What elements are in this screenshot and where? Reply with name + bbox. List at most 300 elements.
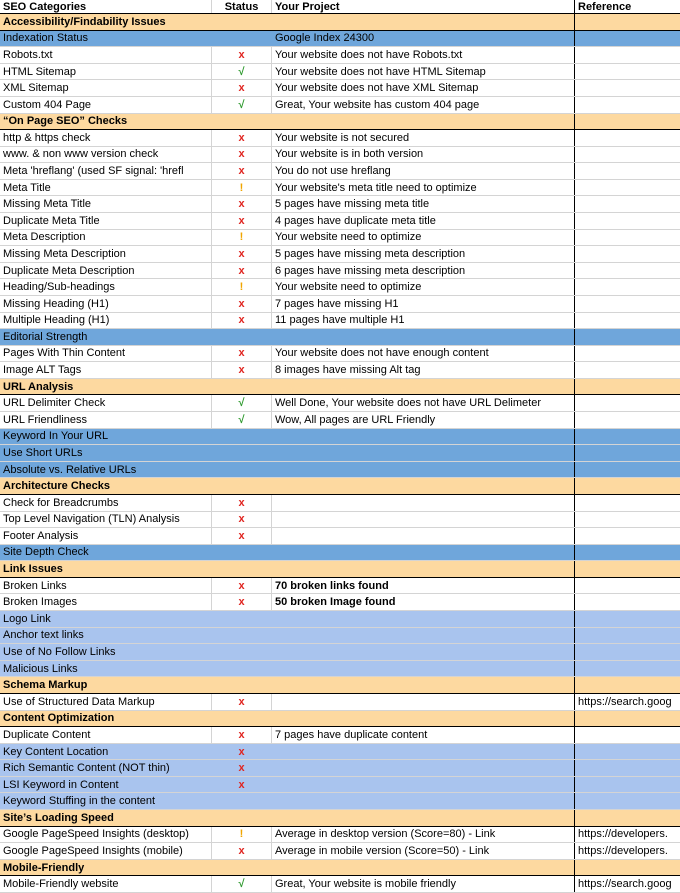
project-cell[interactable] [272, 429, 575, 445]
status-cell[interactable] [212, 594, 272, 610]
project-cell[interactable]: Your website does not have Robots.txt [272, 47, 575, 63]
project-cell[interactable]: Your website does not have XML Sitemap [272, 80, 575, 96]
project-cell[interactable] [272, 744, 575, 760]
category-cell[interactable]: Rich Semantic Content (NOT thin) [3, 762, 170, 775]
category-cell[interactable]: Meta Description [0, 230, 212, 246]
reference-cell[interactable] [575, 346, 680, 362]
category-cell[interactable]: Broken Images [0, 594, 212, 610]
category-cell[interactable]: Missing Heading (H1) [0, 296, 212, 312]
table-row [0, 512, 680, 529]
fail-mark-icon: x [238, 778, 245, 791]
reference-cell[interactable] [575, 263, 680, 279]
status-cell[interactable] [212, 346, 272, 362]
status-cell[interactable] [212, 279, 272, 295]
category-cell[interactable]: Top Level Navigation (TLN) Analysis [0, 512, 212, 528]
category-cell[interactable]: Missing Meta Title [0, 196, 212, 212]
project-cell[interactable] [272, 462, 575, 478]
project-cell[interactable] [272, 711, 575, 727]
project-cell[interactable]: Wow, All pages are URL Friendly [272, 412, 575, 428]
category-cell[interactable]: Mobile-Friendly [3, 861, 85, 874]
category-cell[interactable]: Image ALT Tags [0, 362, 212, 378]
category-cell[interactable]: Keyword In Your URL [3, 430, 109, 443]
status-cell[interactable] [212, 611, 272, 627]
section-header-row [0, 561, 680, 578]
status-cell[interactable] [212, 31, 272, 47]
table-row [0, 362, 680, 379]
category-cell[interactable]: Use Short URLs [3, 446, 83, 459]
category-cell[interactable]: Key Content Location [3, 745, 109, 758]
header-your-project[interactable]: Your Project [272, 0, 575, 13]
fail-mark-icon: x [238, 314, 245, 327]
table-row [0, 97, 680, 114]
project-cell[interactable] [272, 545, 575, 561]
category-cell[interactable]: Indexation Status [3, 32, 89, 45]
status-cell[interactable] [212, 711, 272, 727]
project-cell[interactable] [272, 661, 575, 677]
status-cell[interactable] [212, 379, 272, 395]
fail-mark-icon: x [238, 513, 245, 526]
reference-cell[interactable] [575, 429, 680, 445]
status-cell[interactable] [212, 860, 272, 876]
reference-cell[interactable] [575, 677, 680, 693]
status-cell[interactable] [212, 147, 272, 163]
pass-check-icon: √ [238, 98, 245, 111]
table-row [0, 346, 680, 363]
project-cell[interactable] [272, 677, 575, 693]
status-cell[interactable] [212, 196, 272, 212]
status-cell[interactable] [212, 744, 272, 760]
status-cell[interactable] [212, 810, 272, 826]
reference-cell[interactable] [575, 362, 680, 378]
status-cell[interactable] [212, 545, 272, 561]
reference-cell[interactable] [575, 478, 680, 494]
reference-cell[interactable] [575, 379, 680, 395]
status-cell[interactable] [212, 827, 272, 843]
project-cell[interactable]: 7 pages have duplicate content [272, 727, 575, 743]
table-row [0, 263, 680, 280]
reference-cell[interactable] [575, 213, 680, 229]
reference-cell[interactable] [575, 611, 680, 627]
status-cell[interactable] [212, 578, 272, 594]
project-cell[interactable] [272, 445, 575, 461]
table-row [0, 31, 680, 48]
status-cell[interactable] [212, 760, 272, 776]
section-header-row [0, 711, 680, 728]
reference-cell[interactable] [575, 130, 680, 146]
table-row [0, 230, 680, 247]
project-cell[interactable] [272, 793, 575, 809]
project-cell[interactable]: You do not use hreflang [272, 163, 575, 179]
category-cell[interactable]: Architecture Checks [3, 480, 110, 493]
category-cell[interactable]: Content Optimization [3, 712, 115, 725]
project-cell[interactable]: Well Done, Your website does not have URL Delimeter [272, 395, 575, 411]
status-cell[interactable] [212, 876, 272, 892]
table-row [0, 578, 680, 595]
category-cell[interactable]: HTML Sitemap [0, 64, 212, 80]
category-cell[interactable]: Keyword Stuffing in the content [3, 795, 156, 808]
reference-cell[interactable] [575, 644, 680, 660]
header-status[interactable]: Status [212, 0, 272, 13]
table-row [0, 611, 680, 628]
status-cell[interactable] [212, 495, 272, 511]
category-cell[interactable]: Check for Breadcrumbs [0, 495, 212, 511]
reference-cell[interactable] [575, 230, 680, 246]
fail-mark-icon: x [238, 745, 245, 758]
table-row [0, 644, 680, 661]
table-row [0, 279, 680, 296]
project-cell[interactable] [272, 860, 575, 876]
status-cell[interactable] [212, 395, 272, 411]
project-cell[interactable] [272, 611, 575, 627]
table-row [0, 876, 680, 893]
status-cell[interactable] [212, 130, 272, 146]
fail-mark-icon: x [238, 728, 245, 741]
status-cell[interactable] [212, 362, 272, 378]
header-row [0, 0, 680, 14]
category-cell[interactable]: URL Analysis [3, 380, 74, 393]
category-cell[interactable]: Robots.txt [0, 47, 212, 63]
status-cell[interactable] [212, 412, 272, 428]
section-header-row [0, 810, 680, 827]
header-seo-categories[interactable]: SEO Categories [0, 0, 212, 13]
project-cell[interactable]: 5 pages have missing meta title [272, 196, 575, 212]
status-cell[interactable] [212, 793, 272, 809]
status-cell[interactable] [212, 64, 272, 80]
category-cell[interactable]: Mobile-Friendly website [0, 876, 212, 892]
reference-cell[interactable] [575, 860, 680, 876]
reference-cell[interactable] [575, 80, 680, 96]
project-cell[interactable] [272, 644, 575, 660]
table-row [0, 777, 680, 794]
fail-mark-icon: x [238, 297, 245, 310]
reference-cell[interactable] [575, 545, 680, 561]
reference-cell[interactable] [575, 661, 680, 677]
reference-cell[interactable] [575, 561, 680, 577]
reference-cell[interactable] [575, 528, 680, 544]
category-cell[interactable]: Link Issues [3, 563, 63, 576]
fail-mark-icon: x [238, 264, 245, 277]
project-cell[interactable]: Great, Your website is mobile friendly [272, 876, 575, 892]
reference-cell[interactable] [575, 296, 680, 312]
status-cell[interactable] [212, 644, 272, 660]
table-row [0, 147, 680, 164]
reference-cell[interactable] [575, 462, 680, 478]
fail-mark-icon: x [238, 695, 245, 708]
category-cell[interactable]: Use of Structured Data Markup [0, 694, 212, 710]
status-cell[interactable] [212, 47, 272, 63]
status-cell[interactable] [212, 677, 272, 693]
reference-cell[interactable] [575, 445, 680, 461]
status-cell[interactable] [212, 445, 272, 461]
project-cell[interactable]: Your website is in both version [272, 147, 575, 163]
status-cell[interactable] [212, 163, 272, 179]
table-row [0, 445, 680, 462]
project-cell[interactable]: Your website does not have HTML Sitemap [272, 64, 575, 80]
reference-cell[interactable]: https://search.goog [578, 878, 672, 891]
reference-cell[interactable] [575, 97, 680, 113]
table-row [0, 462, 680, 479]
warning-icon: ! [239, 181, 244, 194]
category-cell[interactable]: XML Sitemap [0, 80, 212, 96]
pass-check-icon: √ [238, 397, 245, 410]
reference-cell[interactable] [575, 147, 680, 163]
section-header-row [0, 379, 680, 396]
project-cell[interactable]: Your website need to optimize [272, 230, 575, 246]
project-cell[interactable]: Great, Your website has custom 404 page [272, 97, 575, 113]
status-cell[interactable] [212, 561, 272, 577]
project-cell[interactable] [272, 810, 575, 826]
reference-cell[interactable]: https://developers. [578, 828, 668, 841]
category-cell[interactable]: Schema Markup [3, 679, 88, 692]
reference-cell[interactable] [575, 180, 680, 196]
project-cell[interactable] [272, 760, 575, 776]
status-cell[interactable] [212, 777, 272, 793]
project-cell[interactable] [272, 777, 575, 793]
table-row [0, 395, 680, 412]
status-cell[interactable] [212, 512, 272, 528]
status-cell[interactable] [212, 313, 272, 329]
pass-check-icon: √ [238, 878, 245, 891]
section-header-row [0, 478, 680, 495]
fail-mark-icon: x [238, 529, 245, 542]
status-cell[interactable] [212, 478, 272, 494]
fail-mark-icon: x [238, 845, 245, 858]
table-row [0, 163, 680, 180]
project-cell[interactable]: Your website does not have enough content [272, 346, 575, 362]
category-cell[interactable]: Absolute vs. Relative URLs [3, 463, 137, 476]
category-cell[interactable]: Use of No Follow Links [3, 646, 116, 658]
table-row [0, 744, 680, 761]
fail-mark-icon: x [238, 198, 245, 211]
project-cell[interactable]: 70 broken links found [272, 578, 575, 594]
reference-cell[interactable] [575, 64, 680, 80]
reference-cell[interactable] [575, 744, 680, 760]
table-row [0, 495, 680, 512]
category-cell[interactable]: Site’s Loading Speed [3, 811, 114, 824]
fail-mark-icon: x [238, 496, 245, 509]
reference-cell[interactable] [575, 793, 680, 809]
table-row [0, 694, 680, 711]
status-cell[interactable] [212, 628, 272, 644]
status-cell[interactable] [212, 80, 272, 96]
reference-cell[interactable] [575, 163, 680, 179]
header-reference[interactable]: Reference [578, 0, 632, 13]
project-cell[interactable]: 7 pages have missing H1 [272, 296, 575, 312]
project-cell[interactable] [272, 478, 575, 494]
project-cell[interactable]: 11 pages have multiple H1 [272, 313, 575, 329]
status-cell[interactable] [212, 114, 272, 130]
project-cell[interactable] [272, 14, 575, 30]
project-cell[interactable] [272, 114, 575, 130]
reference-cell[interactable] [575, 114, 680, 130]
category-cell[interactable]: Multiple Heading (H1) [0, 313, 212, 329]
reference-cell[interactable] [575, 810, 680, 826]
warning-icon: ! [239, 231, 244, 244]
category-cell[interactable]: Heading/Sub-headings [0, 279, 212, 295]
reference-cell[interactable] [575, 594, 680, 610]
category-cell[interactable]: Pages With Thin Content [0, 346, 212, 362]
status-cell[interactable] [212, 843, 272, 859]
project-cell[interactable] [272, 495, 575, 511]
status-cell[interactable] [212, 429, 272, 445]
status-cell[interactable] [212, 246, 272, 262]
status-cell[interactable] [212, 213, 272, 229]
fail-mark-icon: x [238, 596, 245, 609]
status-cell[interactable] [212, 727, 272, 743]
category-cell[interactable]: www. & non www version check [0, 147, 212, 163]
category-cell[interactable]: Accessibility/Findability Issues [3, 15, 166, 28]
table-row [0, 80, 680, 97]
reference-cell[interactable]: https://search.goog [578, 695, 672, 708]
table-row [0, 528, 680, 545]
category-cell[interactable]: Meta 'hreflang' (used SF signal: 'hrefl [0, 163, 212, 179]
table-row [0, 727, 680, 744]
category-cell[interactable]: Broken Links [0, 578, 212, 594]
table-row [0, 47, 680, 64]
table-row [0, 661, 680, 678]
project-cell[interactable]: Your website need to optimize [272, 279, 575, 295]
category-cell[interactable]: “On Page SEO” Checks [3, 115, 128, 128]
project-cell[interactable] [272, 628, 575, 644]
category-cell[interactable]: URL Friendliness [0, 412, 212, 428]
status-cell[interactable] [212, 462, 272, 478]
reference-cell[interactable] [575, 196, 680, 212]
fail-mark-icon: x [238, 131, 245, 144]
reference-cell[interactable] [575, 495, 680, 511]
table-row [0, 628, 680, 645]
fail-mark-icon: x [238, 214, 245, 227]
pass-check-icon: √ [238, 65, 245, 78]
project-cell[interactable]: Your website's meta title need to optimize [272, 180, 575, 196]
section-header-row [0, 14, 680, 31]
project-cell[interactable] [272, 561, 575, 577]
status-cell[interactable] [212, 230, 272, 246]
table-row [0, 429, 680, 446]
reference-cell[interactable] [575, 777, 680, 793]
category-cell[interactable]: Google PageSpeed Insights (desktop) [0, 827, 212, 843]
table-row [0, 412, 680, 429]
status-cell[interactable] [212, 97, 272, 113]
category-cell[interactable]: LSI Keyword in Content [3, 778, 119, 791]
section-header-row [0, 677, 680, 694]
fail-mark-icon: x [238, 48, 245, 61]
category-cell[interactable]: Footer Analysis [0, 528, 212, 544]
category-cell[interactable]: http & https check [0, 130, 212, 146]
fail-mark-icon: x [238, 762, 245, 775]
table-row [0, 213, 680, 230]
project-cell[interactable]: Google Index 24300 [272, 31, 575, 47]
reference-cell[interactable] [575, 578, 680, 594]
category-cell[interactable]: Logo Link [3, 612, 51, 625]
fail-mark-icon: x [238, 148, 245, 161]
table-row [0, 296, 680, 313]
table-row [0, 196, 680, 213]
fail-mark-icon: x [238, 579, 245, 592]
warning-icon: ! [239, 828, 244, 841]
reference-cell[interactable] [575, 395, 680, 411]
project-cell[interactable] [272, 329, 575, 345]
fail-mark-icon: x [238, 364, 245, 377]
category-cell[interactable]: Editorial Strength [3, 330, 88, 343]
project-cell[interactable]: Your website is not secured [272, 130, 575, 146]
project-cell[interactable] [272, 694, 575, 710]
reference-cell[interactable] [575, 246, 680, 262]
section-header-row [0, 860, 680, 877]
status-cell[interactable] [212, 329, 272, 345]
project-cell[interactable] [272, 512, 575, 528]
reference-cell[interactable] [575, 711, 680, 727]
status-cell[interactable] [212, 180, 272, 196]
reference-cell[interactable] [575, 279, 680, 295]
reference-cell[interactable] [575, 760, 680, 776]
category-cell[interactable]: Missing Meta Description [0, 246, 212, 262]
pass-check-icon: √ [238, 413, 245, 426]
reference-cell[interactable] [575, 727, 680, 743]
status-cell[interactable] [212, 14, 272, 30]
category-cell[interactable]: Google PageSpeed Insights (mobile) [0, 843, 212, 859]
project-cell[interactable]: Average in mobile version (Score=50) - Link [272, 843, 575, 859]
status-cell[interactable] [212, 694, 272, 710]
status-cell[interactable] [212, 528, 272, 544]
project-cell[interactable]: 8 images have missing Alt tag [272, 362, 575, 378]
table-row [0, 329, 680, 346]
table-row [0, 313, 680, 330]
table-row [0, 594, 680, 611]
fail-mark-icon: x [238, 347, 245, 360]
reference-cell[interactable]: https://developers. [578, 845, 668, 858]
reference-cell[interactable] [575, 47, 680, 63]
fail-mark-icon: x [238, 247, 245, 260]
reference-cell[interactable] [575, 628, 680, 644]
reference-cell[interactable] [575, 329, 680, 345]
reference-cell[interactable] [575, 14, 680, 30]
project-cell[interactable]: 50 broken Image found [272, 594, 575, 610]
reference-cell[interactable] [575, 31, 680, 47]
warning-icon: ! [239, 281, 244, 294]
table-row [0, 843, 680, 860]
reference-cell[interactable] [575, 512, 680, 528]
project-cell[interactable]: 4 pages have duplicate meta title [272, 213, 575, 229]
fail-mark-icon: x [238, 82, 245, 95]
project-cell[interactable]: 6 pages have missing meta description [272, 263, 575, 279]
category-cell[interactable]: Duplicate Content [0, 727, 212, 743]
status-cell[interactable] [212, 296, 272, 312]
reference-cell[interactable] [575, 412, 680, 428]
table-row [0, 793, 680, 810]
table-row [0, 545, 680, 562]
project-cell[interactable]: 5 pages have missing meta description [272, 246, 575, 262]
table-row [0, 760, 680, 777]
project-cell[interactable]: Average in desktop version (Score=80) - Link [272, 827, 575, 843]
status-cell[interactable] [212, 661, 272, 677]
category-cell[interactable]: Custom 404 Page [0, 97, 212, 113]
category-cell[interactable]: URL Delimiter Check [0, 395, 212, 411]
fail-mark-icon: x [238, 165, 245, 178]
section-header-row [0, 114, 680, 131]
category-cell[interactable]: Duplicate Meta Title [0, 213, 212, 229]
status-cell[interactable] [212, 263, 272, 279]
project-cell[interactable] [272, 379, 575, 395]
project-cell[interactable] [272, 528, 575, 544]
table-row [0, 130, 680, 147]
category-cell[interactable]: Meta Title [0, 180, 212, 196]
table-row [0, 64, 680, 81]
reference-cell[interactable] [575, 313, 680, 329]
category-cell[interactable]: Duplicate Meta Description [0, 263, 212, 279]
category-cell[interactable]: Malicious Links [3, 662, 78, 675]
category-cell[interactable]: Site Depth Check [3, 546, 89, 559]
category-cell[interactable]: Anchor text links [3, 629, 84, 642]
